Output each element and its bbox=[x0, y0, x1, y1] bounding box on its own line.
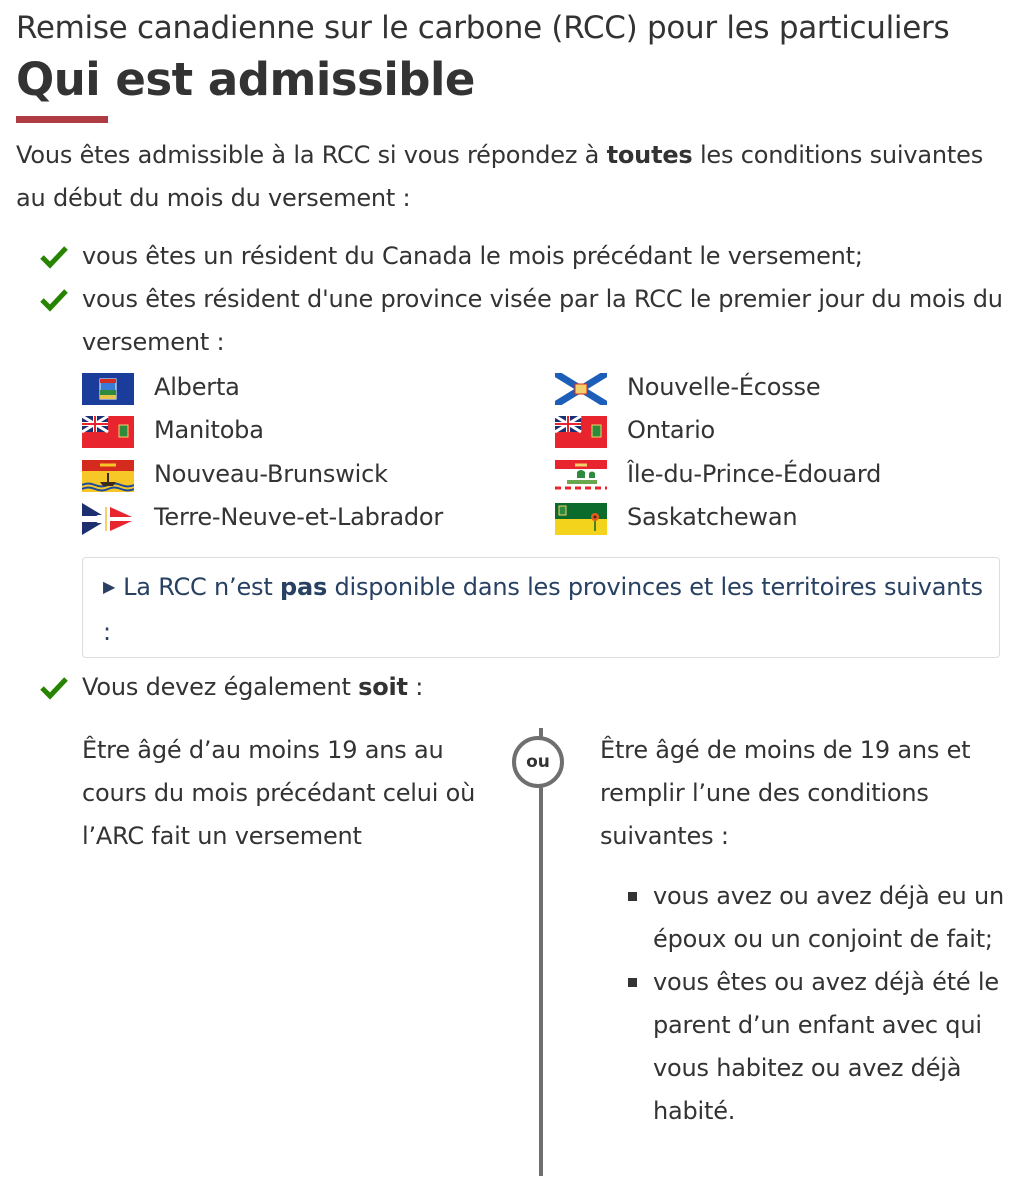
flag-saskatchewan-icon bbox=[555, 503, 607, 535]
flag-pei-icon bbox=[555, 460, 607, 492]
bullet-icon bbox=[628, 978, 637, 987]
province-name: Manitoba bbox=[154, 416, 264, 444]
separator-ou-badge: ou bbox=[512, 736, 564, 788]
also-text-start: Vous devez également bbox=[82, 673, 359, 701]
page-title: Qui est admissible bbox=[16, 53, 475, 106]
intro-paragraph bbox=[16, 134, 1006, 220]
details-summary-toggle[interactable] bbox=[103, 566, 983, 654]
province-name: Saskatchewan bbox=[627, 503, 798, 531]
flag-newfoundland-icon bbox=[82, 503, 134, 535]
sub-conditions-list bbox=[628, 875, 1008, 1133]
intro-text-start: Vous êtes admissible à la RCC si vous répondez à bbox=[16, 141, 607, 169]
province-name: Île-du-Prince-Édouard bbox=[627, 460, 882, 488]
details-text-start: La RCC n’est bbox=[123, 573, 280, 601]
province-name: Nouvelle-Écosse bbox=[627, 373, 821, 401]
condition-text bbox=[82, 666, 423, 709]
province-name: Alberta bbox=[154, 373, 240, 401]
checkmark-icon bbox=[40, 288, 68, 312]
option-left: Être âgé d’au moins 19 ans au cours du mois précédant celui où l’ARC fait un versement bbox=[82, 736, 476, 850]
province-name: Terre-Neuve-et-Labrador bbox=[154, 503, 444, 531]
province-name: Nouveau-Brunswick bbox=[154, 460, 388, 488]
details-text-bold: pas bbox=[280, 573, 328, 601]
list-item bbox=[628, 875, 1008, 961]
sub-condition-text: vous êtes ou avez déjà été le parent d’un enfant avec qui vous habitez ou avez déjà habité. bbox=[653, 968, 999, 1125]
details-text-end: disponible dans les provinces et les territoires suivants : bbox=[103, 573, 983, 646]
condition-text: vous êtes résident d'une province visée par la RCC le premier jour du mois du versement : bbox=[82, 285, 1003, 356]
list-item bbox=[628, 961, 1008, 1133]
bullet-icon bbox=[628, 892, 637, 901]
option-right: Être âgé de moins de 19 ans et remplir l’une des conditions suivantes : bbox=[600, 736, 971, 850]
expand-triangle-icon: ▶ bbox=[103, 577, 116, 596]
province-name: Ontario bbox=[627, 416, 716, 444]
also-text-bold: soit bbox=[358, 673, 408, 701]
sub-condition-text: vous avez ou avez déjà eu un époux ou un conjoint de fait; bbox=[653, 882, 1004, 953]
page-subtitle: Remise canadienne sur le carbone (RCC) pour les particuliers bbox=[16, 10, 950, 46]
flag-nova-scotia-icon bbox=[555, 373, 607, 405]
flag-manitoba-icon bbox=[82, 416, 134, 448]
flag-alberta-icon bbox=[82, 373, 134, 405]
checkmark-icon bbox=[40, 676, 68, 700]
separator-line bbox=[539, 728, 543, 1176]
title-underline bbox=[16, 116, 108, 123]
checkmark-icon bbox=[40, 245, 68, 269]
flag-ontario-icon bbox=[555, 416, 607, 448]
flag-new-brunswick-icon bbox=[82, 460, 134, 492]
also-text-end: : bbox=[407, 673, 424, 701]
details-box bbox=[82, 557, 1000, 658]
intro-text-bold: toutes bbox=[606, 141, 693, 169]
condition-text: vous êtes un résident du Canada le mois précédant le versement; bbox=[82, 242, 863, 270]
intro-text-end: les conditions suivantes au début du mois du versement : bbox=[16, 141, 983, 212]
